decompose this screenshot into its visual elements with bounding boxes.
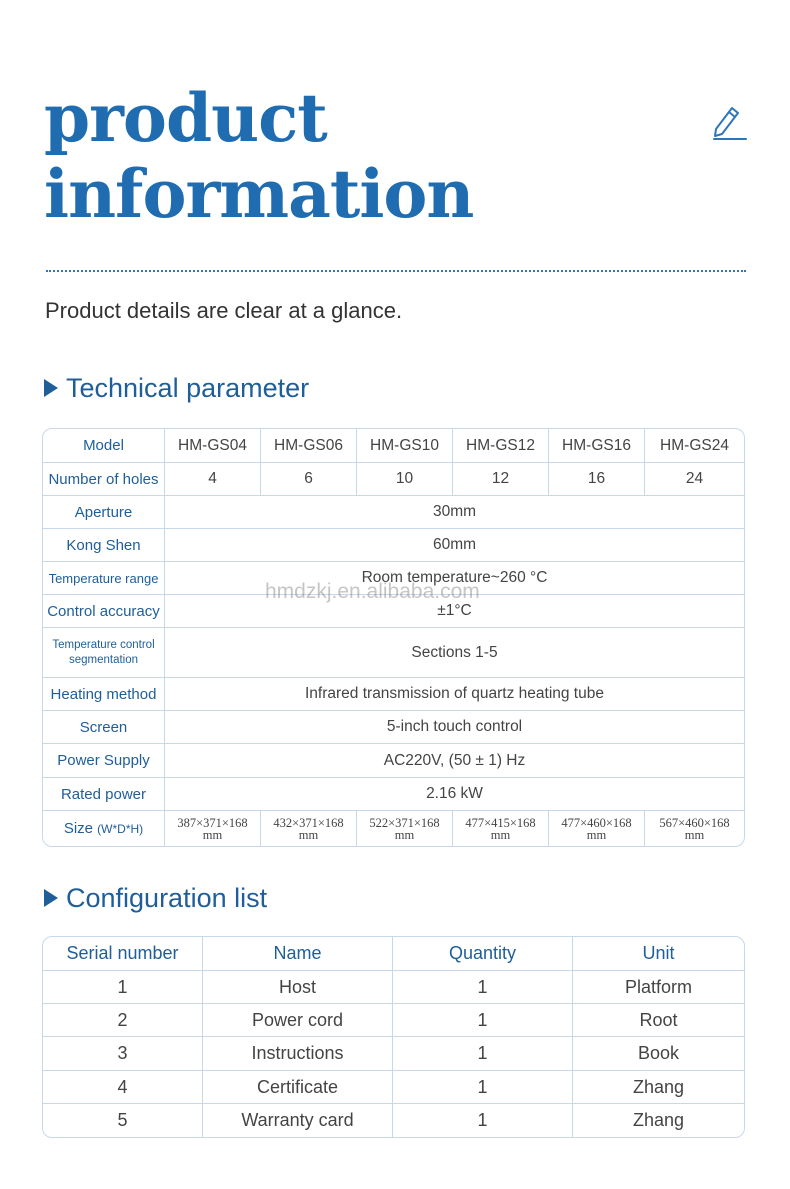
row-label-power-supply: Power Supply [43, 744, 165, 778]
serial-cell: 1 [43, 971, 203, 1004]
size-mm: mm [202, 827, 223, 842]
model-cell: HM-GS10 [357, 429, 453, 463]
holes-cell: 4 [165, 463, 261, 496]
size-cell [357, 811, 453, 846]
model-cell: HM-GS16 [549, 429, 645, 463]
config-section-heading [44, 880, 267, 916]
title-line-1: product [44, 79, 327, 157]
row-label-kong-shen: Kong Shen [43, 529, 165, 562]
row-label-screen: Screen [43, 711, 165, 744]
table-row [43, 971, 744, 1004]
header-quantity: Quantity [393, 937, 573, 971]
table-row [43, 1037, 744, 1071]
row-label-accuracy: Control accuracy [43, 595, 165, 628]
size-mm: mm [684, 827, 705, 842]
table-row [43, 778, 744, 811]
heating-value: Infrared transmission of quartz heating tube [165, 678, 744, 711]
segmentation-label-line2: segmentation [68, 653, 139, 666]
table-row [43, 744, 744, 778]
table-row [43, 1071, 744, 1104]
quantity-cell: 1 [393, 1104, 573, 1137]
header-name: Name [203, 937, 393, 971]
pen-edit-icon [708, 102, 748, 142]
holes-cell: 16 [549, 463, 645, 496]
model-cell: HM-GS06 [261, 429, 357, 463]
row-label-model: Model [43, 429, 165, 463]
size-dims: 477×415×168 [465, 815, 536, 830]
holes-cell: 12 [453, 463, 549, 496]
row-label-size [43, 811, 165, 846]
size-mm: mm [394, 827, 415, 842]
quantity-cell: 1 [393, 1071, 573, 1104]
table-row [43, 429, 744, 463]
tech-section-heading [44, 370, 309, 406]
segmentation-value: Sections 1-5 [165, 628, 744, 678]
header-serial-number: Serial number [43, 937, 203, 971]
model-cell: HM-GS04 [165, 429, 261, 463]
size-cell [261, 811, 357, 846]
row-label-temp-range: Temperature range [43, 562, 165, 595]
table-row [43, 496, 744, 529]
model-cell: HM-GS24 [645, 429, 744, 463]
size-dims: 387×371×168 [177, 815, 248, 830]
header-unit: Unit [573, 937, 744, 971]
table-row [43, 1004, 744, 1037]
subtitle: Product details are clear at a glance. [45, 298, 403, 323]
name-cell: Certificate [203, 1071, 393, 1104]
row-label-aperture: Aperture [43, 496, 165, 529]
quantity-cell: 1 [393, 1004, 573, 1037]
size-cell [453, 811, 549, 846]
size-dims: 477×460×168 [561, 815, 632, 830]
unit-cell: Platform [573, 971, 744, 1004]
size-cell [645, 811, 744, 846]
table-header-row [43, 937, 744, 971]
name-cell: Warranty card [203, 1104, 393, 1137]
name-cell: Instructions [203, 1037, 393, 1071]
name-cell: Power cord [203, 1004, 393, 1037]
holes-cell: 10 [357, 463, 453, 496]
size-mm: mm [298, 827, 319, 842]
table-row [43, 1104, 744, 1137]
rated-power-value: 2.16 kW [165, 778, 744, 811]
holes-cell: 24 [645, 463, 744, 496]
watermark: hmdzkj.en.alibaba.com [265, 580, 480, 603]
quantity-cell: 1 [393, 1037, 573, 1071]
table-row [43, 811, 744, 846]
kong-shen-value: 60mm [165, 529, 744, 562]
title-line-2: information [44, 155, 474, 233]
screen-value: 5-inch touch control [165, 711, 744, 744]
accuracy-value: ±1°C [165, 595, 744, 628]
tech-section-title: Technical parameter [66, 372, 310, 403]
config-section-title: Configuration list [66, 882, 268, 913]
serial-cell: 4 [43, 1071, 203, 1104]
name-cell: Host [203, 971, 393, 1004]
table-row [43, 678, 744, 711]
unit-cell: Zhang [632, 1110, 685, 1130]
holes-cell: 6 [261, 463, 357, 496]
table-row [43, 463, 744, 496]
size-dims: 522×371×168 [369, 815, 440, 830]
row-label-segmentation [43, 628, 165, 678]
unit-cell: Root [573, 1004, 744, 1037]
size-dims: 432×371×168 [273, 815, 344, 830]
table-row [43, 628, 744, 678]
table-row [43, 595, 744, 628]
row-label-rated-power: Rated power [43, 778, 165, 811]
temp-range-value: Room temperature~260 °C [165, 562, 744, 595]
table-row [43, 529, 744, 562]
power-supply-value: AC220V, (50 ± 1) Hz [165, 744, 744, 778]
unit-cell: Zhang [573, 1071, 744, 1104]
serial-cell: 3 [43, 1037, 203, 1071]
serial-cell: 5 [43, 1104, 203, 1137]
table-row [43, 711, 744, 744]
size-unit: (W*D*H) [97, 822, 144, 836]
triangle-right-icon [44, 379, 58, 397]
segmentation-label-line1: Temperature control [52, 638, 155, 651]
row-label-heating: Heating method [43, 678, 165, 711]
size-cell [549, 811, 645, 846]
aperture-value: 30mm [165, 496, 744, 529]
model-cell: HM-GS12 [453, 429, 549, 463]
triangle-right-icon [44, 889, 58, 907]
divider-dotted [46, 270, 746, 272]
size-dims: 567×460×168 [659, 815, 730, 830]
row-label-holes: Number of holes [43, 463, 165, 496]
quantity-cell: 1 [393, 971, 573, 1004]
page-title [44, 80, 473, 232]
configuration-list-table [42, 936, 745, 1138]
technical-parameter-table [42, 428, 745, 847]
size-label: Size [63, 820, 93, 837]
size-cell [165, 811, 261, 846]
size-mm: mm [490, 827, 511, 842]
unit-cell: Book [573, 1037, 744, 1071]
serial-cell: 2 [43, 1004, 203, 1037]
size-mm: mm [586, 827, 607, 842]
table-row [43, 562, 744, 595]
